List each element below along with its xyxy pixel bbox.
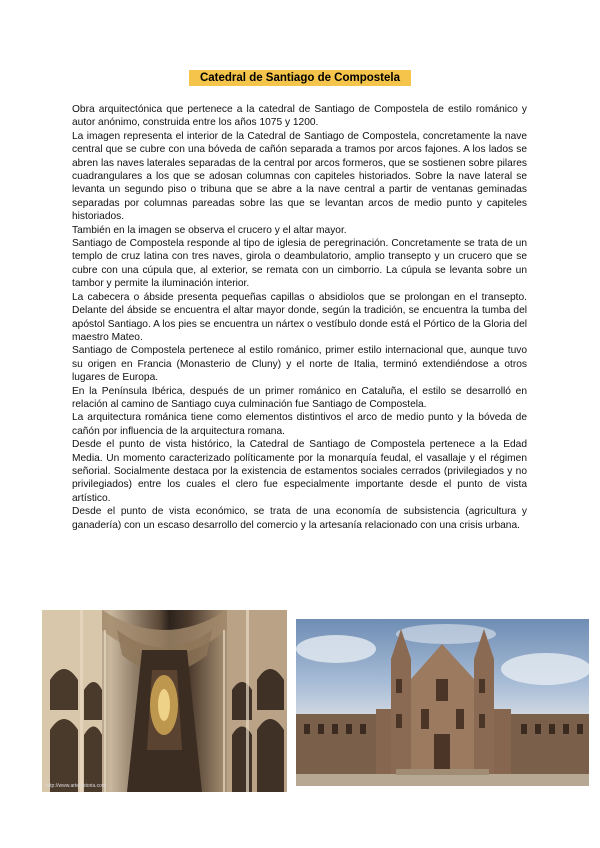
paragraph: La cabecera o ábside presenta pequeñas capillas o absidiolos que se prolongan en el transepto. Delante del ábside se encuentra el altar mayor donde, según la tradición, se encuentra la tumba del apóstol Santiago. A los pies se encuentra un nártex o vestíbulo donde está el Pórtico de la Gloria del maestro Mateo. — [72, 291, 527, 343]
paragraph: Desde el punto de vista histórico, la Catedral de Santiago de Compostela pertenece a la Edad Media. Un momento caracterizado políticamente por la monarquía feudal, el vasallaje y el régimen señorial. Socialmente destaca por la existencia de estamentos sociales cerrados (privilegiados y no privilegiados) entre los cuales el clero fue especialmente importante desde el punto de vista artístico. — [72, 439, 527, 504]
paragraph: Santiago de Compostela pertenece al estilo románico, primer estilo internacional que, aunque tuvo su origen en Francia (Monasterio de Cluny) y el norte de Italia, terminó extendiéndose a otros lugares de Europa. — [72, 345, 527, 384]
paragraph: También en la imagen se observa el crucero y el altar mayor. — [72, 224, 347, 236]
cathedral-interior-photo — [42, 610, 287, 792]
paragraph: Desde el punto de vista económico, se trata de una economía de subsistencia (agricultura y ganadería) con un escaso desarrollo del comercio y la artesanía relacionado con una crisis urbana. — [72, 506, 527, 531]
page-title: Catedral de Santiago de Compostela — [189, 70, 411, 86]
paragraph: La imagen representa el interior de la Catedral de Santiago de Compostela, concretamente la nave central que se cubre con una bóveda de cañón separada a tramos por arcos fajones. A los lados se abren las naves laterales separadas de la central por arcos formeros, que se sostienen sobre pilares cuadrangulares a los que se adosan columnas con capiteles historiados. Sobre la nave lateral se levanta un segundo piso o tribuna que se abre a la nave central a partir de ventanas geminadas separadas por columnas pareadas sobre las que se levantan arcos de medio punto y capiteles historiados. — [72, 130, 527, 223]
paragraph: Obra arquitectónica que pertenece a la catedral de Santiago de Compostela de estilo románico y autor anónimo, construida entre los años 1075 y 1200. — [72, 104, 527, 129]
paragraph: La arquitectura románica tiene como elementos distintivos el arco de medio punto y la bóveda de cañón por influencia de la arquitectura romana. — [72, 412, 527, 437]
paragraph: En la Península Ibérica, después de un primer románico en Cataluña, el estilo se desarrolló en relación al camino de Santiago cuya culminación fue Santiago de Compostela. — [72, 385, 527, 410]
cathedral-facade-photo — [296, 619, 589, 786]
body-text — [72, 103, 527, 532]
image-watermark: http://www.artehistoria.com — [46, 783, 107, 789]
paragraph: Santiago de Compostela responde al tipo de iglesia de peregrinación. Concretamente se trata de un templo de cruz latina con tres naves, girola o deambulatorio, amplio transepto y un crucero que se cubre con una cúpula que, al exterior, se remata con un cimborrio. La cúpula se levanta sobre un tambor y permite la iluminación interior. — [72, 238, 527, 290]
